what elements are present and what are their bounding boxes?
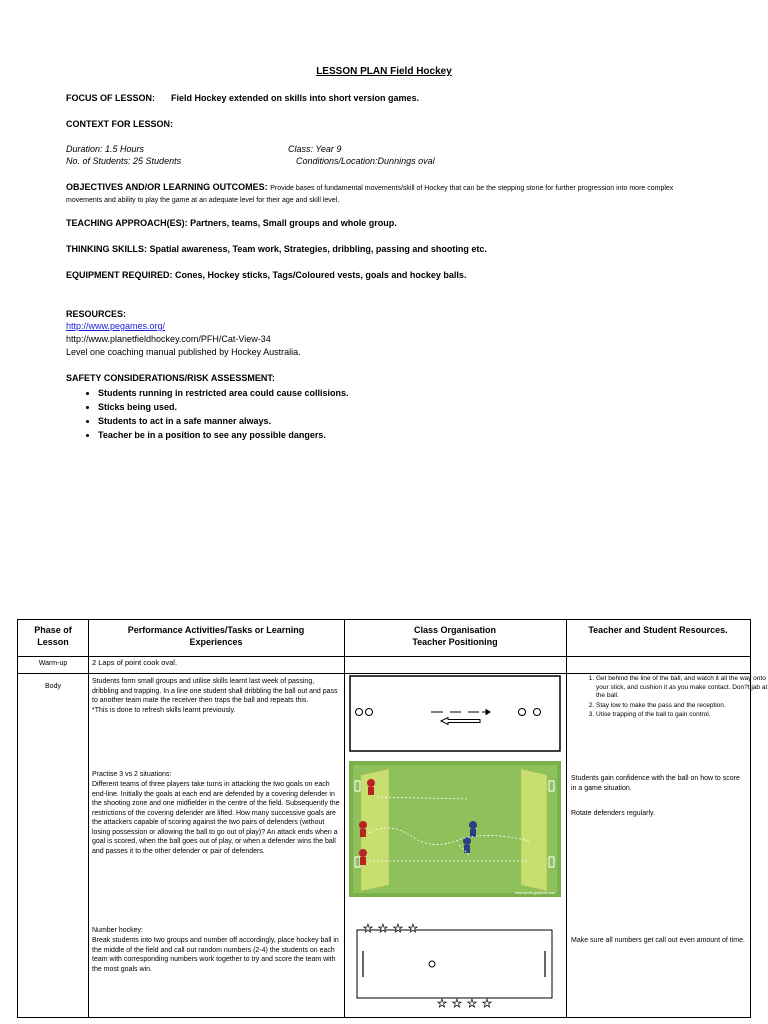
team-stars-bottom — [437, 997, 492, 1010]
tip-item: 2. Stay low to make the pass and the reception. — [596, 702, 768, 711]
body-activity-number-title: Number hockey: — [92, 927, 143, 934]
number-hockey-diagram — [349, 918, 561, 1012]
header-organisation: Class Organisation Teacher Positioning — [412, 625, 498, 647]
svg-text:★: ★ — [408, 922, 418, 935]
passing-tips-list — [568, 675, 768, 721]
svg-text:★: ★ — [437, 997, 447, 1010]
safety-list — [66, 386, 349, 442]
svg-text:★: ★ — [363, 922, 373, 935]
tip-item: 1. Get behind the line of the ball, and watch it all the way onto your stick, and cushion it as you make contact. Don?t jab at the ball. — [596, 675, 768, 701]
body-activity-3v2-title: Practise 3 vs 2 situations: — [92, 771, 172, 778]
three-vs-two-field-diagram — [349, 761, 561, 897]
svg-text:★: ★ — [482, 997, 492, 1010]
focus-value: Field Hockey extended on skills into short version games. — [171, 93, 420, 103]
thinking-skills: THINKING SKILLS: Spatial awareness, Team work, Strategies, dribbling, passing and shooting etc. — [66, 244, 487, 254]
objectives-label: OBJECTIVES AND/OR LEARNING OUTCOMES: — [66, 182, 268, 192]
svg-text:★: ★ — [378, 922, 388, 935]
objectives-text: Provide bases of fundamental movements/skill of Hockey that can be the stepping stone for further progression into more complex movements and ability to play the game at an adequate level for their age and skill level. — [66, 185, 674, 204]
objectives-section — [66, 182, 706, 206]
header-resources: Teacher and Student Resources. — [588, 625, 728, 635]
resources-label: RESOURCES: — [66, 309, 127, 319]
equipment-required: EQUIPMENT REQUIRED: Cones, Hockey sticks, Tags/Coloured vests, goals and hockey balls. — [66, 270, 467, 280]
image-credit: www.sports-graphics.com — [515, 891, 555, 895]
resource-3v2-confidence: Students gain confidence with the ball on how to score in a game situation. — [571, 775, 740, 792]
page-title: LESSON PLAN Field Hockey — [316, 66, 452, 77]
resource-3v2-rotate: Rotate defenders regularly. — [571, 810, 655, 817]
body-activity-3v2: Different teams of three players take turns in attacking the two goals on each end-line. Initially the goals at each end are defended by a covering defender in the shooting zone and one midfielder in the centre of the field. Subsequently the restrictions of the covering defender are lifted. How many successive goals are the attackers capable of scoring against the two pairs of defenders (without losing possession or allowing the ball to go out of play)? An attack ends when a goal is scored, when the ball goes out of play, or when a defender wins the ball and passes it to the other defender or pair of defenders. — [92, 781, 340, 855]
tip-item: 3. Utise trapping of the ball to gain control. — [596, 711, 768, 720]
phase-body: Body — [45, 683, 61, 690]
teaching-approach: TEACHING APPROACH(ES): Partners, teams, Small groups and whole group. — [66, 218, 397, 228]
ball-icon — [429, 961, 435, 967]
safety-label: SAFETY CONSIDERATIONS/RISK ASSESSMENT: — [66, 373, 275, 383]
resource-manual: Level one coaching manual published by Hockey Australia. — [66, 347, 301, 357]
resource-number-hockey: Make sure all numbers get call out even amount of time. — [571, 937, 745, 944]
passing-drill-diagram — [349, 675, 561, 752]
safety-item: • Sticks being used. — [98, 400, 349, 414]
body-activity-number: Break students into two groups and number off accordingly, place hockey ball in the middle of the field and call out random numbers (2-4) the students on each team with corresponding numbers work together to try and score the team with the most goals win. — [92, 937, 339, 973]
svg-text:★: ★ — [452, 997, 462, 1010]
svg-text:★: ★ — [467, 997, 477, 1010]
resource-link-pegames[interactable]: http://www.pegames.org/ — [66, 321, 166, 331]
safety-item: • Students to act in a safe manner always. — [98, 414, 349, 428]
focus-label: FOCUS OF LESSON: — [66, 93, 156, 103]
context-conditions: Conditions/Location:Dunnings oval — [296, 156, 435, 166]
body-activity-passing: Students form small groups and utilise skills learnt last week of passing, dribbling and trapping. In a line one student shall dribbling the ball out and pass to another team mate the receiver then traps the ball and repeats this. *This is done to refresh skills learnt previously. — [92, 678, 338, 714]
context-students: No. of Students: 25 Students — [66, 156, 182, 166]
shooting-zone-right — [521, 769, 547, 891]
header-activities: Performance Activities/Tasks or Learning Experiences — [127, 625, 305, 647]
svg-text:★: ★ — [393, 922, 403, 935]
warmup-activity: 2 Laps of point cook oval. — [92, 658, 178, 667]
header-phase: Phase of Lesson — [34, 625, 72, 647]
safety-item: • Teacher be in a position to see any possible dangers. — [98, 428, 349, 442]
phase-warmup: Warm-up — [38, 660, 68, 667]
context-class: Class: Year 9 — [288, 144, 342, 154]
context-label: CONTEXT FOR LESSON: — [66, 119, 174, 129]
safety-item: • Students running in restricted area could cause collisions. — [98, 386, 349, 400]
context-duration: Duration: 1.5 Hours — [66, 144, 145, 154]
resource-link-planetfieldhockey[interactable]: http://www.planetfieldhockey.com/PFH/Cat-View-34 — [66, 334, 271, 344]
